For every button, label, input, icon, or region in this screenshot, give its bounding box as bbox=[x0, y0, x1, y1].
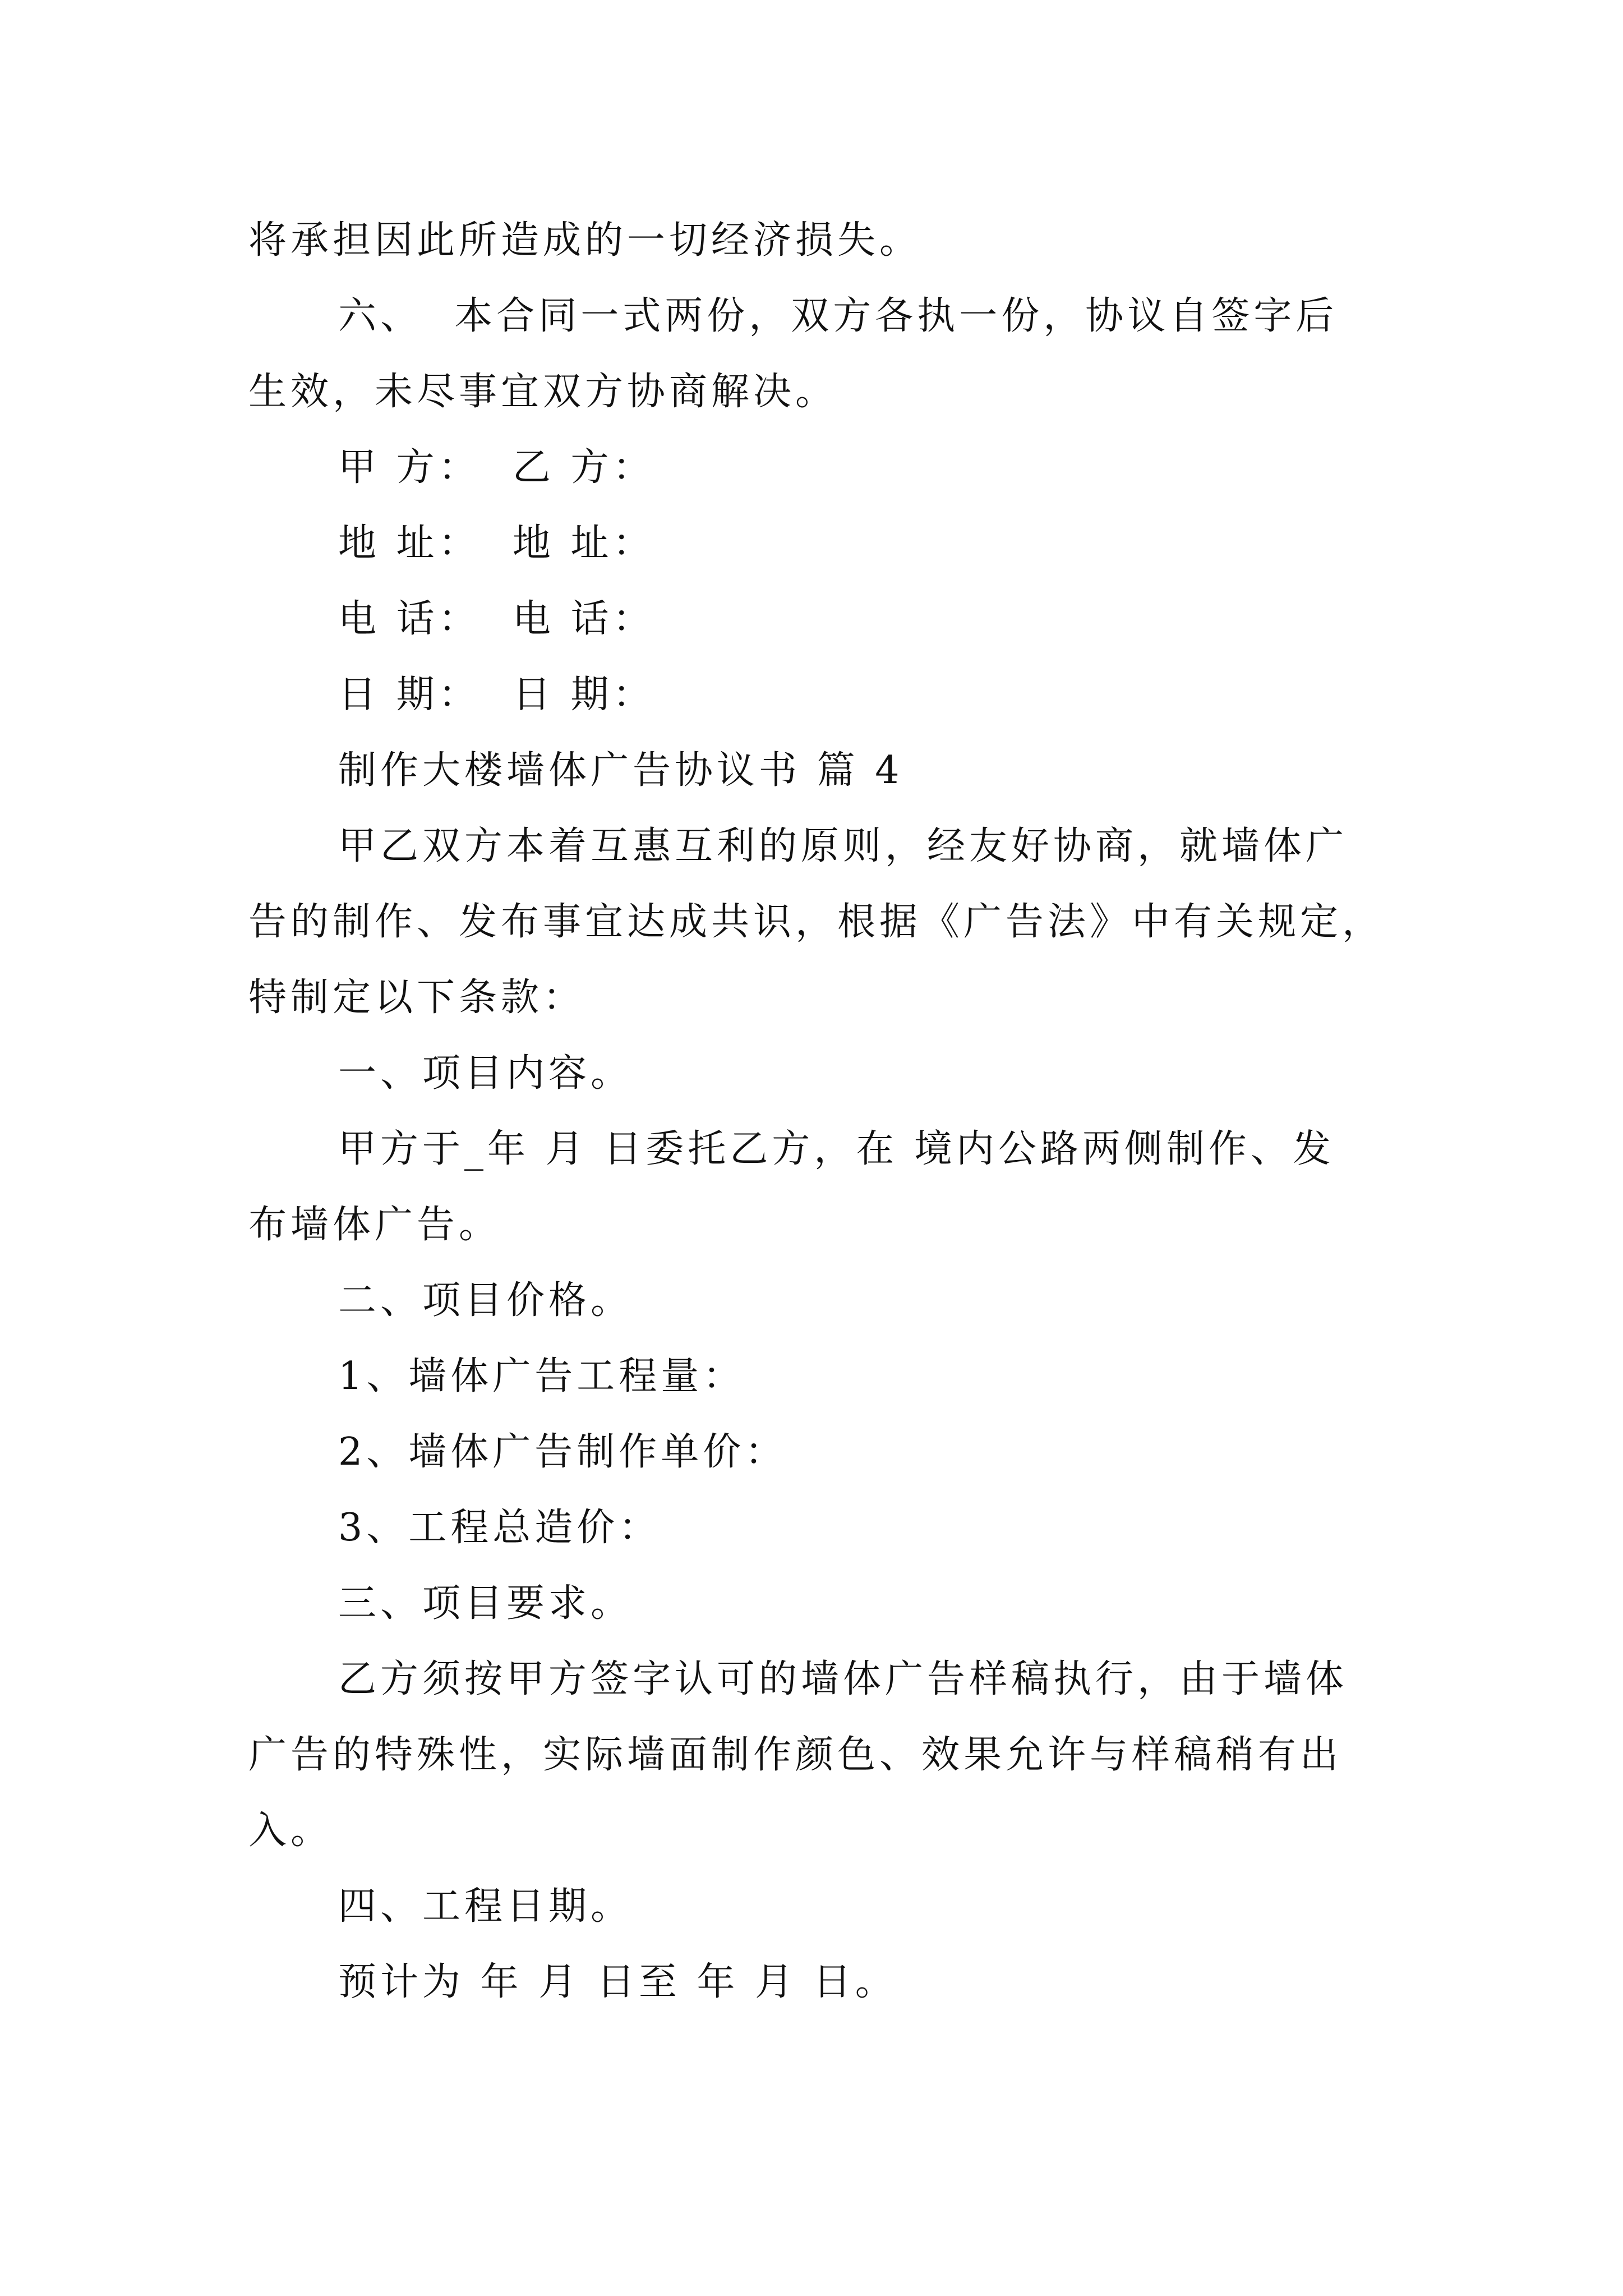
signature-phone-row: 电 话： 电 话： bbox=[338, 597, 655, 641]
section-heading: 制作大楼墙体广告协议书 篇 4 bbox=[338, 748, 903, 793]
clause-six: 六、 本合同一式两份，双方各执一份，协议自签字后 bbox=[338, 294, 1338, 338]
text-line: 预计为 年 月 日至 年 月 日。 bbox=[338, 1960, 897, 2004]
item-heading: 一、项目内容。 bbox=[338, 1051, 633, 1096]
item-heading: 四、工程日期。 bbox=[338, 1884, 633, 1929]
text-line: 特制定以下条款： bbox=[248, 976, 585, 1020]
text-line: 生效，未尽事宜双方协商解决。 bbox=[248, 370, 838, 414]
signature-address-row: 地 址： 地 址： bbox=[338, 521, 655, 565]
signature-date-row: 日 期： 日 期： bbox=[338, 673, 655, 717]
item-heading: 三、项目要求。 bbox=[338, 1581, 633, 1626]
list-item: 2、墙体广告制作单价： bbox=[338, 1430, 787, 1474]
intro-paragraph: 甲乙双方本着互惠互利的原则，经友好协商，就墙体广 bbox=[338, 824, 1348, 868]
text-line: 入。 bbox=[248, 1809, 333, 1853]
text-line: 乙方须按甲方签字认可的墙体广告样稿执行，由于墙体 bbox=[338, 1657, 1348, 1701]
signature-party-row: 甲 方： 乙 方： bbox=[338, 445, 655, 490]
text-line: 布墙体广告。 bbox=[248, 1203, 501, 1247]
list-item: 3、工程总造价： bbox=[338, 1506, 661, 1550]
list-item: 1、墙体广告工程量： bbox=[338, 1354, 745, 1398]
text-line: 将承担因此所造成的一切经济损失。 bbox=[248, 218, 922, 263]
text-line: 甲方于_年 月 日委托乙方，在 境内公路两侧制作、发 bbox=[338, 1127, 1335, 1171]
item-heading: 二、项目价格。 bbox=[338, 1278, 633, 1323]
text-line: 广告的特殊性，实际墙面制作颜色、效果允许与样稿稍有出 bbox=[248, 1733, 1343, 1777]
text-line: 告的制作、发布事宜达成共识，根据《广告法》中有关规定， bbox=[248, 900, 1385, 944]
